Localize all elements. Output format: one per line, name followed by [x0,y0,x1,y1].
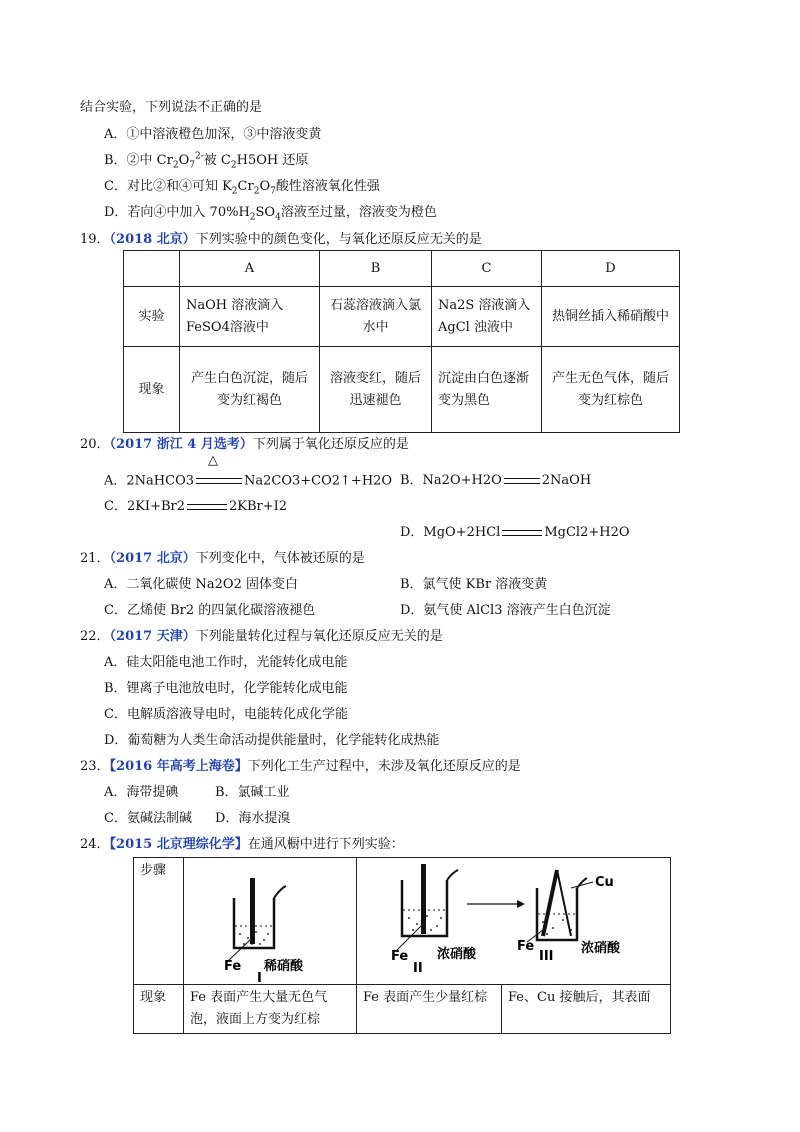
equation-double-line [196,478,242,484]
q23-option-a: A．海带提碘 [104,785,179,800]
q22-option-d: D．葡萄糖为人类生命活动提供能量时，化学能转化成热能 [104,733,440,748]
equation-double-line [187,504,227,510]
q19-table [123,250,680,433]
q19-header-c: C [432,251,542,287]
q24-row-label-steps: 步骤 [134,858,184,985]
q24-step-2-3-figure [357,858,671,985]
q19-cell-a-phenomenon: 产生白色沉淀，随后变为红褐色 [180,347,320,433]
q19-header-blank [124,251,180,287]
q23-option-b: B．氯碱工业 [215,785,290,800]
q21-option-b: B．氯气使 KBr 溶液变黄 [400,577,548,592]
q19-cell-b-phenomenon: 溶液变红，随后迅速褪色 [320,347,432,433]
q19-header-d: D [542,251,680,287]
q22-heading: 22．（2017 天津）下列能量转化过程与氧化还原反应无关的是 [80,629,443,644]
q19-cell-c-experiment: Na2S 溶液滴入 AgCl 浊液中 [432,287,542,347]
q19-cell-a-experiment: NaOH 溶液滴入 FeSO4溶液中 [180,287,320,347]
q18-option-b: B．②中 $Cr_2O_7^{2-}$被 $C_2H5OH$ 还原 [104,151,309,171]
equation-double-line [504,478,540,484]
fig-label-fe-1: Fe [224,959,242,974]
q22-option-a: A．硅太阳能电池工作时，光能转化成电能 [104,655,348,670]
fig-label-iii: III [539,949,554,964]
q23-option-c: C．氨碱法制碱 [104,811,192,826]
fig-label-dilute-nitric: 稀硝酸 [264,959,304,974]
q18-stem: 结合实验，下列说法不正确的是 [80,100,263,115]
fig-label-cu: Cu [595,875,614,890]
q20-option-b: B．Na2O+H2O 2NaOH [400,473,592,488]
fig-label-fe-3: Fe [517,939,535,954]
q20-heading: 20．（2017 浙江 4 月选考）下列属于氧化还原反应的是 [80,437,409,452]
q20-option-a: A．2NaHCO3 △ Na2CO3+CO2↑+H2O [104,453,393,489]
q22-option-c: C．电解质溶液导电时，电能转化成化学能 [104,707,348,722]
fig-label-i: I [257,971,262,984]
q24-table [133,857,671,1034]
q20-option-d: D．MgO+2HCl MgCl2+H2O [400,525,630,540]
q18-option-a: A．①中溶液橙色加深，③中溶液变黄 [104,127,322,142]
q21-option-d: D．氨气使 AlCl3 溶液产生白色沉淀 [400,603,611,618]
q19-header-b: B [320,251,432,287]
q18-option-c: C．对比②和④可知 $K_2Cr_2O_7$酸性溶液氧化性强 [104,179,380,197]
q23-option-d: D．海水提溴 [215,811,291,826]
q19-cell-d-phenomenon: 产生无色气体，随后变为红棕色 [542,347,680,433]
heat-delta-symbol: △ [208,453,218,468]
q19-heading: 19．（2018 北京）下列实验中的颜色变化，与氧化还原反应无关的是 [80,232,482,247]
q19-cell-b-experiment: 石蕊溶液滴入氯水中 [320,287,432,347]
q21-heading: 21．（2017 北京）下列变化中，气体被还原的是 [80,551,365,566]
q20-option-c: C．2KI+Br2 2KBr+I2 [104,499,288,514]
q18-option-d: D．若向④中加入 $70\%H_2SO_4$溶液至过量，溶液变为橙色 [104,205,437,223]
fig-label-ii: II [413,961,423,976]
beaker-ii-iii-diagram [357,858,671,984]
q24-obs-2: Fe 表面产生少量红棕 [357,985,502,1034]
q24-obs-1: Fe 表面产生大量无色气泡，液面上方变为红棕 [184,985,357,1034]
q19-cell-d-experiment: 热铜丝插入稀硝酸中 [542,287,680,347]
fig-label-conc-nitric-1: 浓硝酸 [437,947,477,962]
q24-obs-3: Fe、Cu 接触后，其表面 [502,985,671,1034]
fig-label-conc-nitric-2: 浓硝酸 [581,941,621,956]
q24-heading: 24．【2015 北京理综化学】在通风橱中进行下列实验： [80,837,404,852]
q21-option-c: C．乙烯使 Br2 的四氯化碳溶液褪色 [104,603,316,618]
q24-row-label-phenomenon: 现象 [134,985,184,1034]
q19-cell-c-phenomenon: 沉淀由白色逐渐变为黑色 [432,347,542,433]
q19-row-label-phenomenon: 现象 [124,347,180,433]
q19-row-label-experiment: 实验 [124,287,180,347]
q22-option-b: B．锂离子电池放电时，化学能转化成电能 [104,681,348,696]
q23-heading: 23．【2016 年高考上海卷】下列化工生产过程中，未涉及氧化还原反应的是 [80,759,521,774]
fig-label-fe-2: Fe [391,949,409,964]
beaker-i-diagram [184,858,357,984]
q24-step-1-figure [184,858,357,985]
q21-option-a: A．二氧化碳使 Na2O2 固体变白 [104,577,298,592]
q19-header-a: A [180,251,320,287]
equation-double-line [502,530,542,536]
